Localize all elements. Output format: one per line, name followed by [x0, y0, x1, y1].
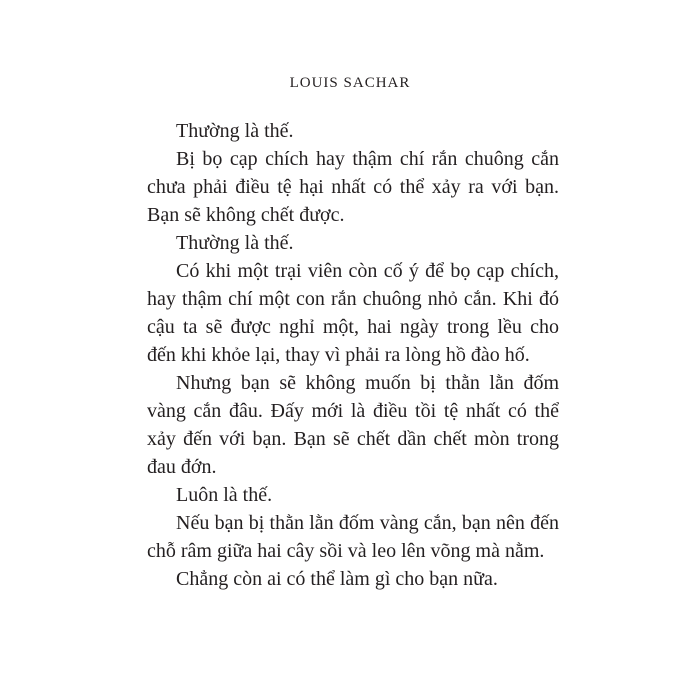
paragraph: Luôn là thế. [176, 484, 273, 506]
paragraph: Chẳng còn ai có thể làm gì cho bạn nữa. [176, 568, 498, 590]
paragraph: Có khi một trại viên còn cố ý để bọ cạp chích, hay thậm chí một con rắn chuông nhỏ cắn. Khi đó cậu ta sẽ được nghỉ một, hai ngày trong lều cho đến khi khỏe lại, thay vì phải ra lòng hồ đào hố. [147, 260, 559, 366]
body-text [147, 117, 559, 593]
paragraph: Thường là thế. [176, 232, 294, 254]
paragraph: Nếu bạn bị thằn lằn đốm vàng cắn, bạn nên đến chỗ râm giữa hai cây sồi và leo lên võng mà nằm. [147, 512, 559, 562]
running-head-author: LOUIS SACHAR [289, 75, 411, 91]
paragraph: Bị bọ cạp chích hay thậm chí rắn chuông cắn chưa phải điều tệ hại nhất có thể xảy ra với bạn. Bạn sẽ không chết được. [147, 148, 559, 226]
paragraph: Thường là thế. [176, 120, 294, 142]
paragraph: Nhưng bạn sẽ không muốn bị thằn lằn đốm vàng cắn đâu. Đấy mới là điều tồi tệ nhất có thể xảy đến với bạn. Bạn sẽ chết dần chết mòn trong đau đớn. [147, 372, 559, 478]
